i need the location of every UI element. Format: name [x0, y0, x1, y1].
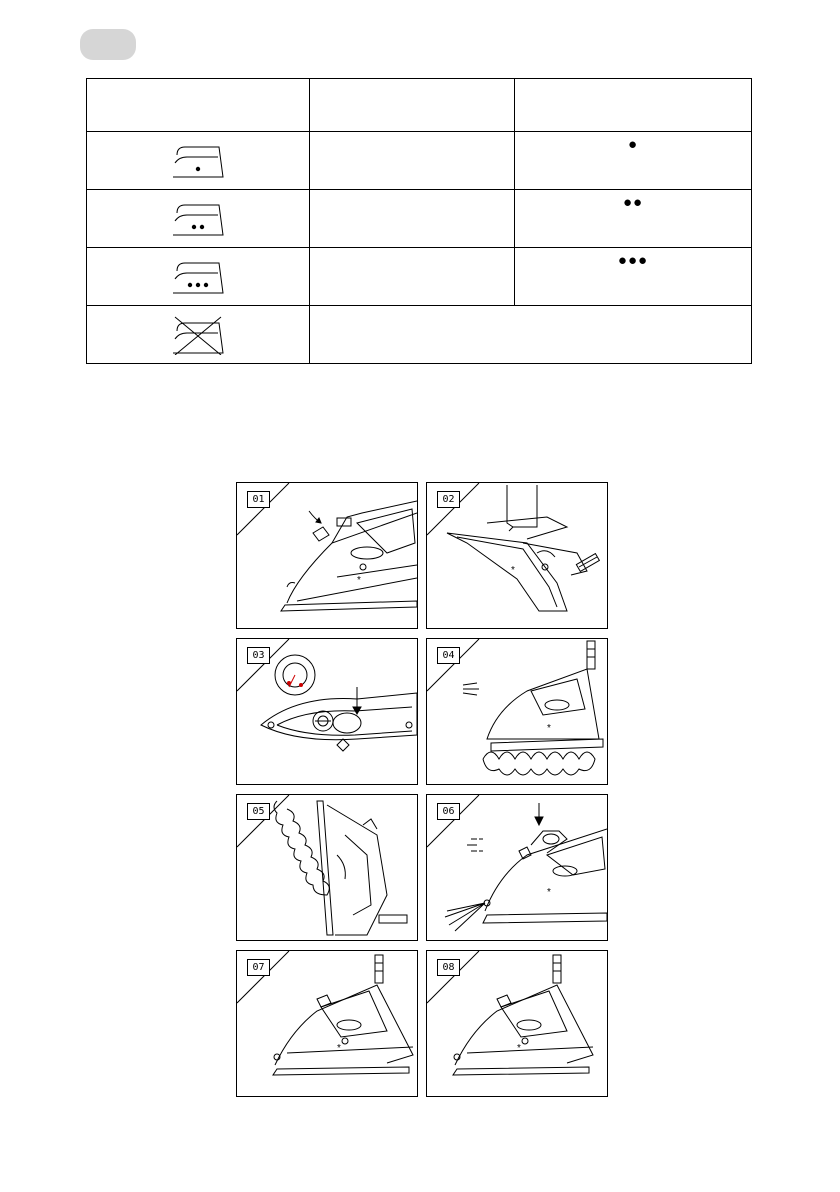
table-row	[87, 248, 752, 306]
table-row	[87, 190, 752, 248]
svg-text:*: *	[511, 565, 515, 576]
table-cell	[515, 190, 752, 248]
step-panel	[426, 482, 608, 629]
do-not-iron-icon	[87, 306, 310, 364]
step-number: 03	[247, 647, 270, 664]
step-number: 07	[247, 959, 270, 976]
temperature-dots: ●●●	[617, 251, 649, 269]
step-number: 05	[247, 803, 270, 820]
table-row	[87, 132, 752, 190]
svg-text:*: *	[337, 1043, 341, 1054]
step-panel	[236, 482, 418, 629]
iron-three-dots-icon	[87, 248, 310, 306]
step-number: 06	[437, 803, 460, 820]
svg-text:*: *	[547, 887, 551, 898]
table-header-cell	[310, 79, 515, 132]
svg-text:*: *	[357, 575, 361, 586]
table-cell	[310, 190, 515, 248]
iron-one-dot-icon	[87, 132, 310, 190]
table-header-row	[87, 79, 752, 132]
table-cell	[310, 132, 515, 190]
table-cell	[515, 248, 752, 306]
step-number: 04	[437, 647, 460, 664]
ironing-temperature-table	[86, 78, 752, 364]
step-number: 01	[247, 491, 270, 508]
step-panel	[236, 794, 418, 941]
table-header-cell	[87, 79, 310, 132]
table-cell	[310, 306, 752, 364]
step-panel	[236, 638, 418, 785]
table-row	[87, 306, 752, 364]
svg-text:*: *	[517, 1043, 521, 1054]
step-panel	[426, 638, 608, 785]
table-cell	[310, 248, 515, 306]
iron-two-dots-icon	[87, 190, 310, 248]
temperature-dots: ●	[627, 135, 639, 153]
step-number: 08	[437, 959, 460, 976]
svg-text:*: *	[547, 723, 551, 734]
language-badge	[80, 29, 136, 60]
table-cell	[515, 132, 752, 190]
temperature-dots: ●●	[622, 193, 644, 211]
step-panel	[426, 794, 608, 941]
step-panel	[236, 950, 418, 1097]
step-panel	[426, 950, 608, 1097]
step-number: 02	[437, 491, 460, 508]
table-header-cell	[515, 79, 752, 132]
